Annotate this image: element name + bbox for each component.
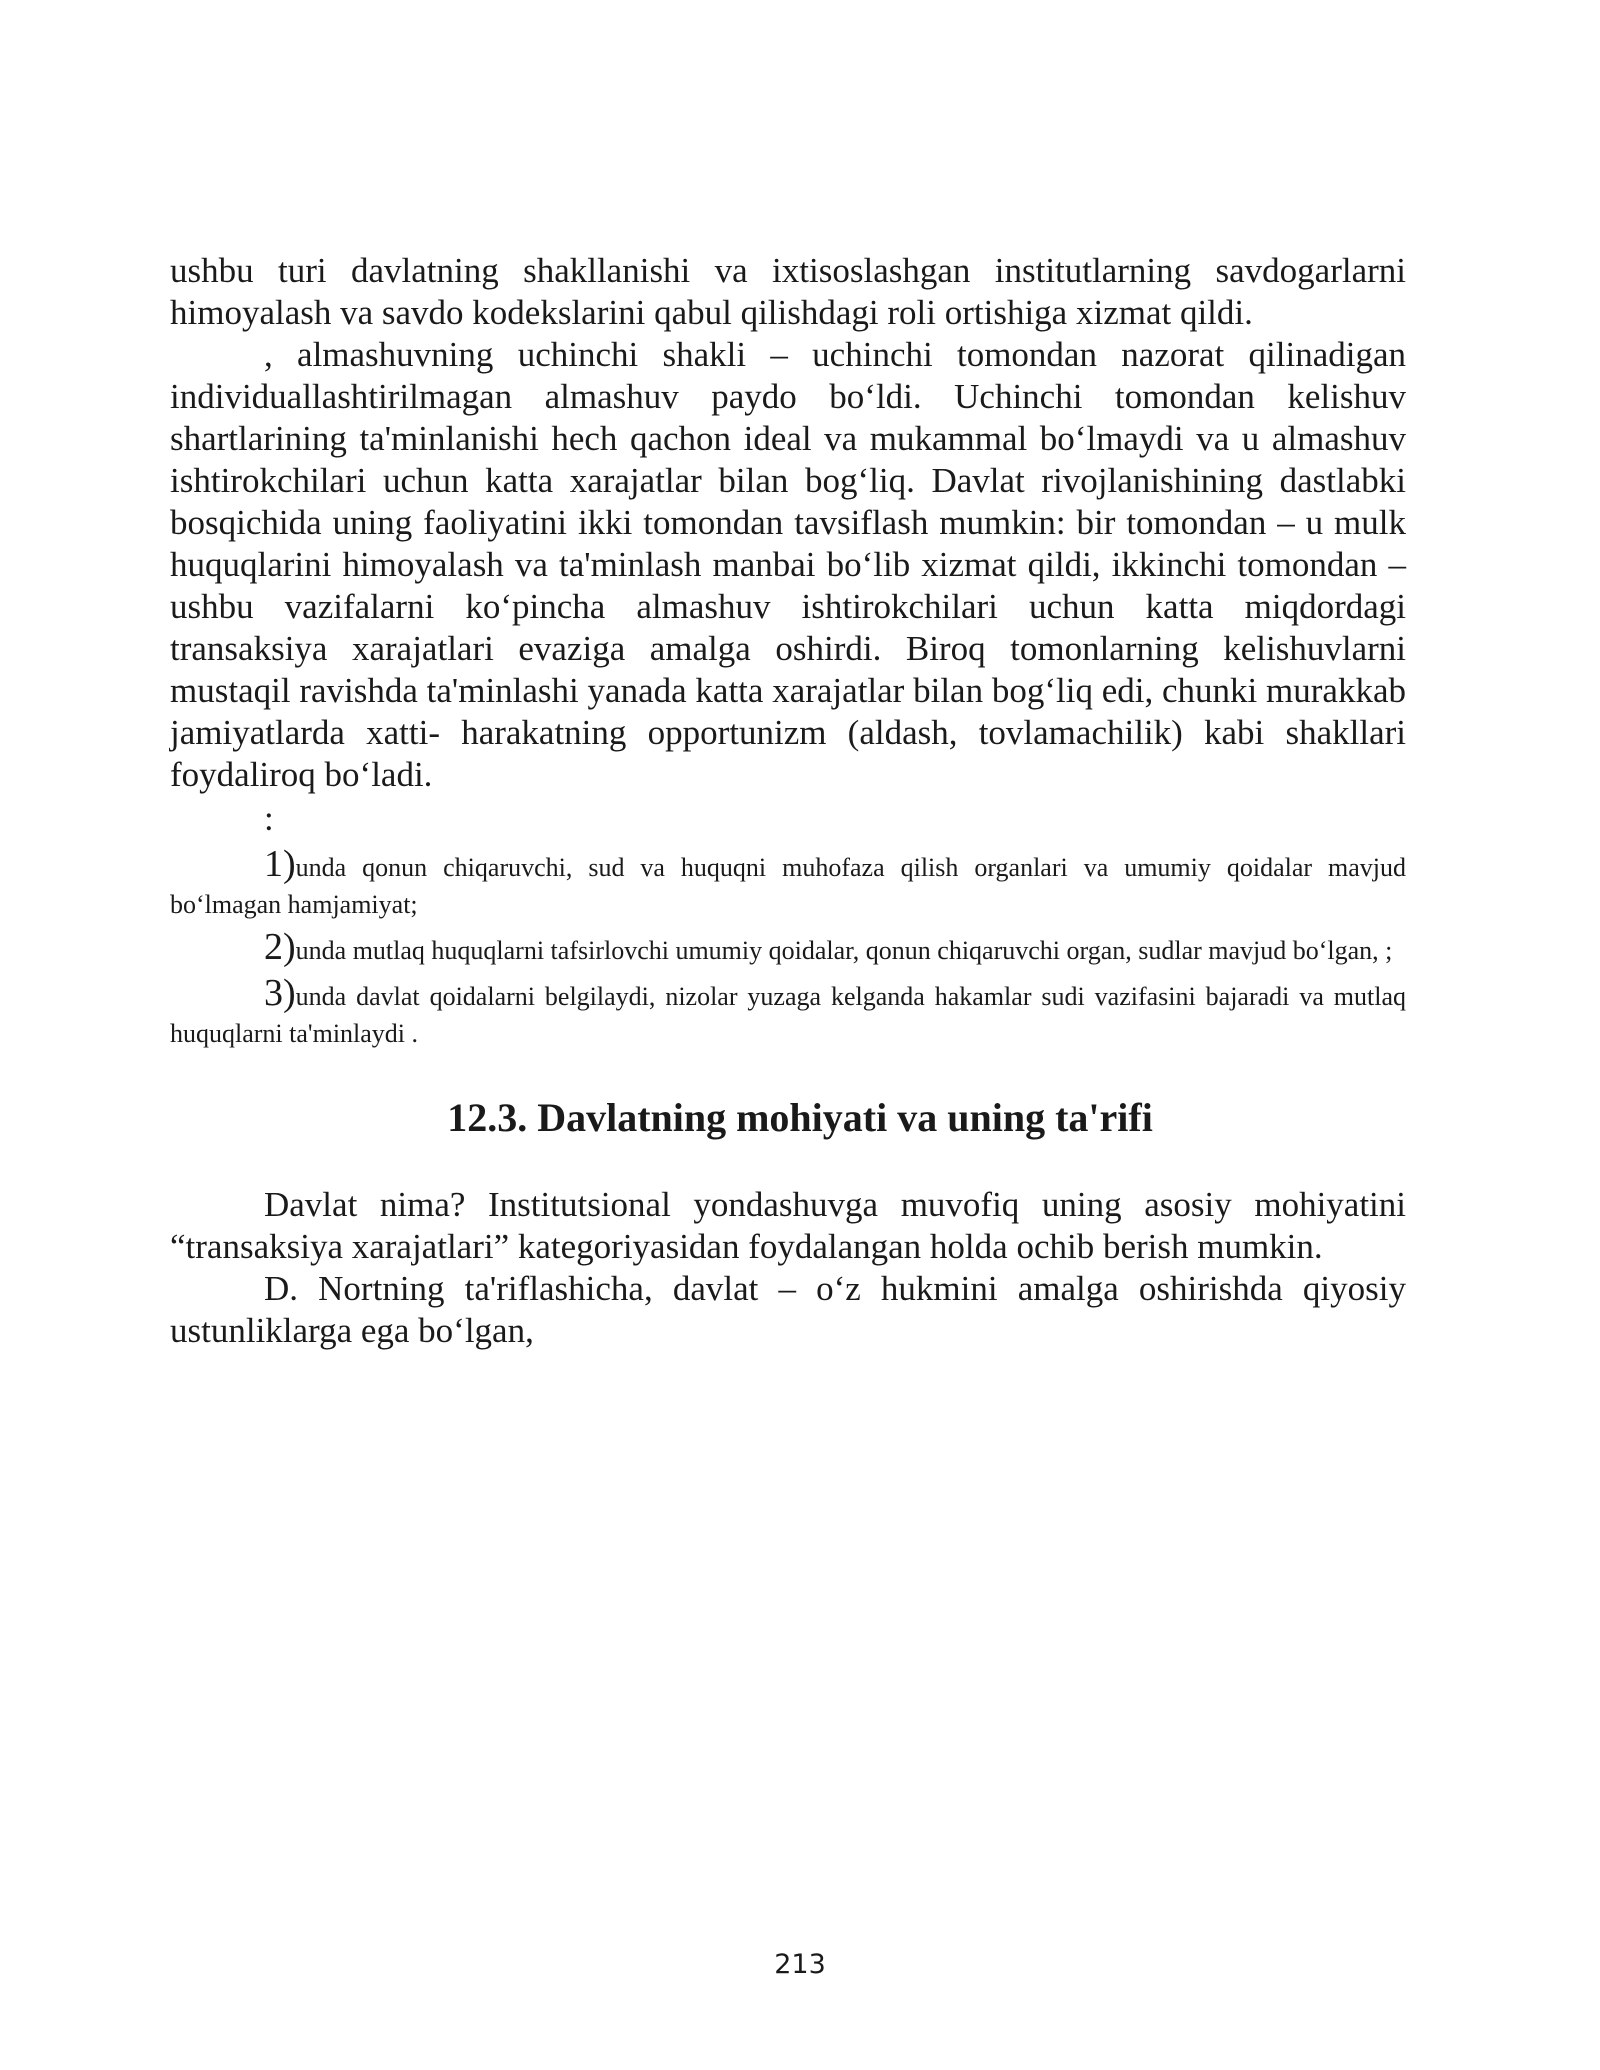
list-item-1	[170, 843, 1406, 923]
paragraph-1: ushbu turi davlatning shakllanishi va ixtisoslashgan institutlarning savdogarlarni himoyalash va savdo kodekslarini qabul qilishdagi roli ortishiga xizmat qildi.	[170, 251, 1406, 332]
section-paragraph-1: Davlat nima? Institutsional yondashuvga muvofiq uning asosiy mohiyatini “transaksiya xarajatlari” kategoriyasidan foydalangan holda ochib berish mumkin.	[170, 1185, 1406, 1266]
list-intro-colon: :	[264, 799, 274, 838]
paragraph-2: , almashuvning uchinchi shakli – uchinchi tomondan nazorat qilinadigan individuallashtirilmagan almashuv paydo bo‘ldi. Uchinchi tomondan kelishuv shartlarining ta'minlanishi hech qachon ideal va mukammal bo‘lmaydi va u almashuv ishtirokchilari uchun katta xarajatlar bilan bog‘liq. Davlat rivojlanishining dastlabki bosqichida uning faoliyatini ikki tomondan tavsiflash mumkin: bir tomondan – u mulk huquqlarini himoyalash va ta'minlash manbai bo‘lib xizmat qildi, ikkinchi tomondan – ushbu vazifalarni ko‘pincha almashuv ishtirokchilari uchun katta miqdordagi transaksiya xarajatlari evaziga amalga oshirdi. Biroq tomonlarning kelishuvlarni mustaqil ravishda ta'minlashi yanada katta xarajatlar bilan bog‘liq edi, chunki murakkab jamiyatlarda xatti- harakatning opportunizm (aldash, tovlamachilik) kabi shakllari foydaliroq bo‘ladi.	[170, 335, 1406, 794]
list-item-text: unda mutlaq huquqlarni tafsirlovchi umumiy qoidalar, qonun chiqaruvchi organ, sudlar mavjud bo‘lgan, ;	[295, 936, 1393, 965]
page-body	[170, 250, 1406, 1352]
section-paragraph-2: D. Nortning ta'riflashicha, davlat – o‘z hukmini amalga oshirishda qiyosiy ustunliklarga ega bo‘lgan,	[170, 1269, 1406, 1350]
page-number: 213	[774, 1949, 826, 1980]
list-number: 3)	[264, 972, 296, 1014]
list-number: 1)	[264, 843, 296, 885]
list-item-3	[170, 972, 1406, 1052]
list-item-text: unda davlat qoidalarni belgilaydi, nizolar yuzaga kelganda hakamlar sudi vazifasini bajaradi va mutlaq huquqlarni ta'minlaydi .	[170, 982, 1406, 1048]
list-item-text: unda qonun chiqaruvchi, sud va huquqni muhofaza qilish organlari va umumiy qoidalar mavjud bo‘lmagan hamjamiyat;	[170, 853, 1406, 919]
section-heading: 12.3. Davlatning mohiyati va uning ta'rifi	[447, 1095, 1153, 1140]
list-number: 2)	[264, 926, 296, 968]
list-item-2	[170, 926, 1406, 969]
